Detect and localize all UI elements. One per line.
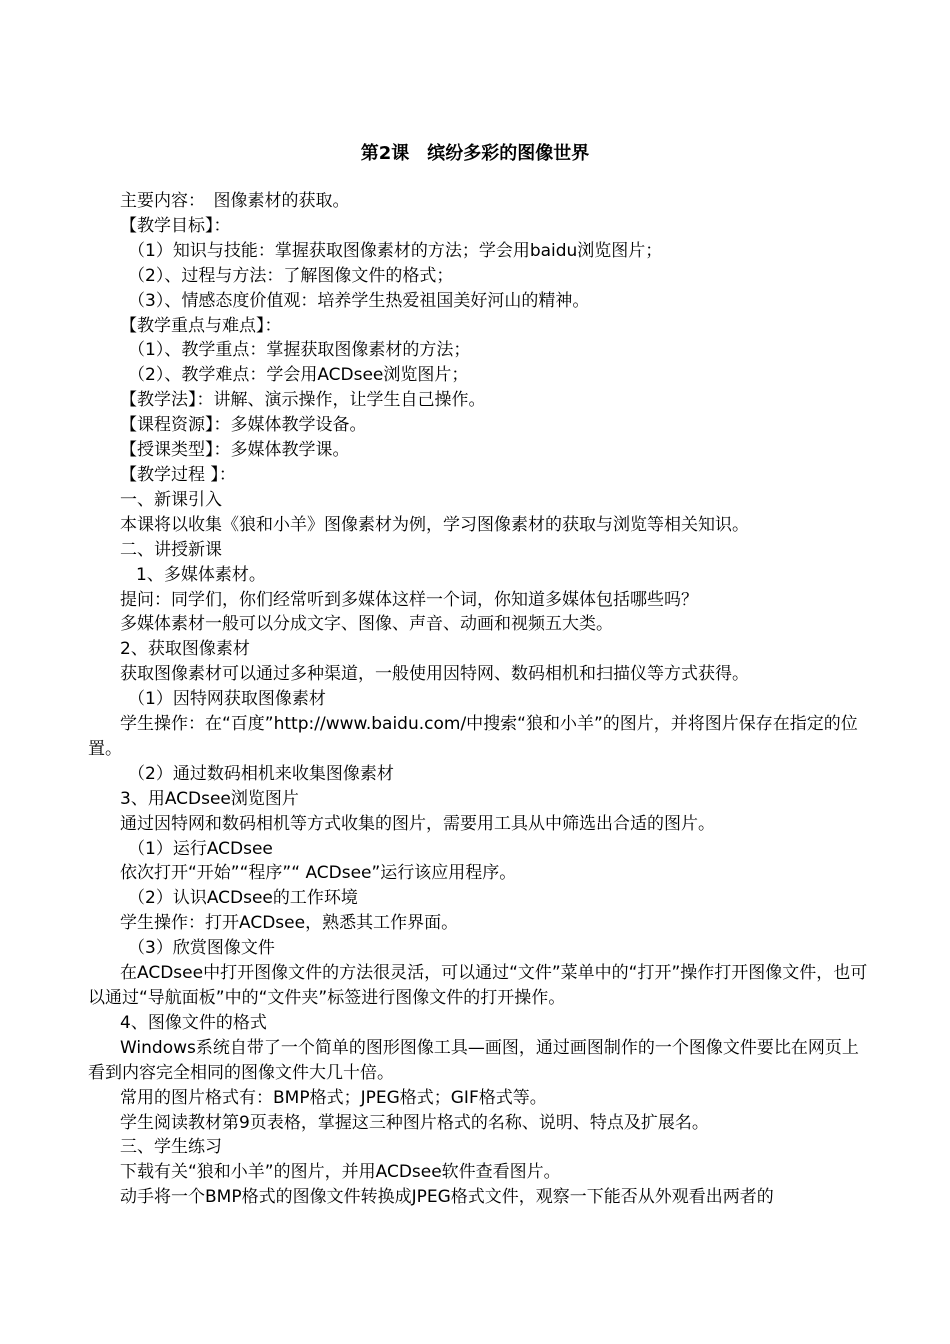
paragraph-line: 动手将一个BMP格式的图像文件转换成JPEG格式文件，观察一下能否从外观看出两者的 — [120, 1187, 774, 1208]
paragraph-line: 通过因特网和数码相机等方式收集的图片，需要用工具从中筛选出合适的图片。 — [120, 813, 715, 834]
lesson-type-line: 【授课类型】：多媒体教学课。 — [120, 440, 350, 461]
goal-item: （2）、过程与方法：了解图像文件的格式； — [128, 265, 454, 286]
sub-item-heading: （2）通过数码相机来收集图像素材 — [128, 763, 394, 784]
paragraph: Windows系统自带了一个简单的图形图像工具—画图，通过画图制作的一个图像文件要比在网页上看到内容完全相同的图像文件大几十倍。 — [88, 1037, 859, 1083]
paragraph-line: 学生操作：打开ACDsee，熟悉其工作界面。 — [120, 913, 459, 934]
paragraph-line: 学生阅读教材第9页表格，掌握这三种图片格式的名称、说明、特点及扩展名。 — [120, 1112, 709, 1133]
part-heading: 一、新课引入 — [120, 489, 222, 510]
lesson-title: 第2课 缤纷多彩的图像世界 — [360, 143, 590, 164]
paragraph: 学生操作：在“百度”http://www.baidu.com/中搜索“狼和小羊”的图片，并将图片保存在指定的位置。 — [88, 714, 858, 759]
goal-item: （3）、情感态度价值观：培养学生热爱祖国美好河山的精神。 — [128, 290, 590, 311]
sub-heading: 2、获取图像素材 — [120, 639, 250, 660]
sub-heading: 1、多媒体素材。 — [136, 564, 266, 585]
main-content-line: 主要内容： 图像素材的获取。 — [120, 191, 350, 211]
key-point-item: （2）、教学难点：学会用ACDsee浏览图片； — [128, 365, 469, 386]
course-resources-line: 【课程资源】：多媒体教学设备。 — [120, 415, 367, 436]
part-heading: 三、学生练习 — [120, 1137, 222, 1158]
sub-heading: 3、用ACDsee浏览图片 — [120, 788, 299, 809]
paragraph-line: 下载有关“狼和小羊”的图片，并用ACDsee软件查看图片。 — [120, 1162, 561, 1183]
goal-item: （1）知识与技能：掌握获取图像素材的方法；学会用baidu浏览图片； — [128, 240, 663, 261]
paragraph: 在ACDsee中打开图像文件的方法很灵活，可以通过“文件”菜单中的“打开”操作打开图像文件，也可以通过“导航面板”中的“文件夹”标签进行图像文件的打开操作。 — [88, 963, 868, 1008]
paragraph-line: 依次打开“开始”“程序”“ ACDsee”运行该应用程序。 — [120, 863, 517, 884]
part-heading: 二、讲授新课 — [120, 539, 222, 560]
sub-item-heading: （3）欣赏图像文件 — [128, 938, 275, 959]
teaching-method-line: 【教学法】：讲解、演示操作，让学生自己操作。 — [120, 390, 486, 411]
section-heading-teaching-process: 【教学过程 】： — [120, 464, 236, 485]
sub-item-heading: （2）认识ACDsee的工作环境 — [128, 888, 358, 909]
paragraph-line: 提问：同学们，你们经常听到多媒体这样一个词，你知道多媒体包括哪些吗？ — [120, 589, 698, 610]
section-heading-key-points: 【教学重点与难点】： — [120, 315, 282, 336]
sub-item-heading: （1）因特网获取图像素材 — [128, 689, 326, 710]
paragraph-line: 本课将以收集《狼和小羊》图像素材为例，学习图像素材的获取与浏览等相关知识。 — [120, 514, 749, 535]
paragraph-line: 获取图像素材可以通过多种渠道，一般使用因特网、数码相机和扫描仪等方式获得。 — [120, 664, 749, 685]
paragraph-line: 常用的图片格式有：BMP格式；JPEG格式；GIF格式等。 — [120, 1087, 547, 1108]
sub-item-heading: （1）运行ACDsee — [128, 838, 273, 859]
sub-heading: 4、图像文件的格式 — [120, 1012, 267, 1033]
lesson-body — [88, 189, 868, 1210]
paragraph-line: 多媒体素材一般可以分成文字、图像、声音、动画和视频五大类。 — [120, 614, 613, 635]
section-heading-teaching-goals: 【教学目标】： — [120, 215, 231, 236]
key-point-item: （1）、教学重点：掌握获取图像素材的方法； — [128, 340, 471, 361]
